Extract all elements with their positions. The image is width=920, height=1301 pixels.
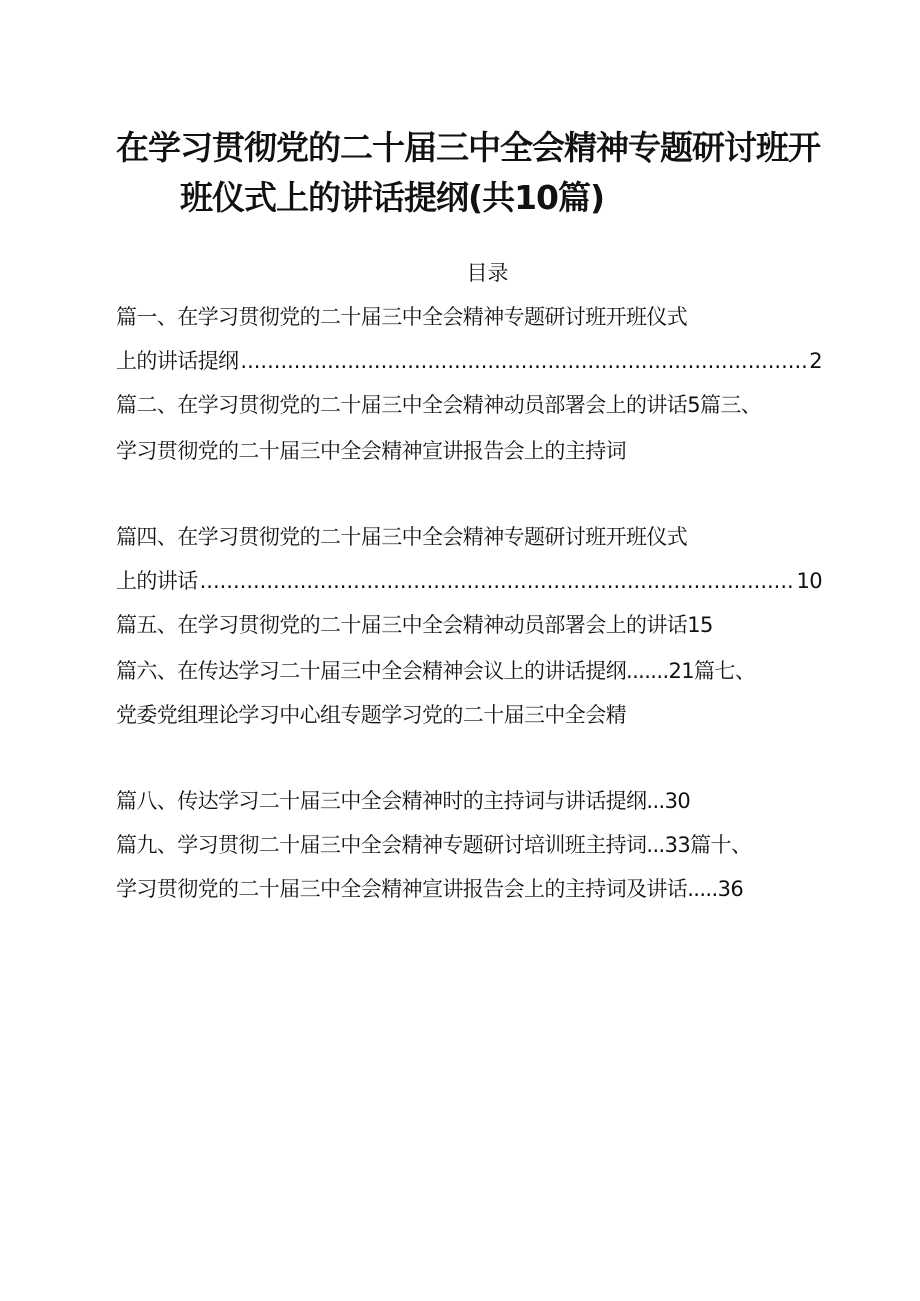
document-title-line-2: 班仪式上的讲话提纲(共10篇) bbox=[180, 178, 605, 217]
toc-entry-text: 上的讲话 bbox=[116, 569, 198, 593]
toc-entry: 篇四、在学习贯彻党的二十届三中全会精神专题研讨班开班仪式 bbox=[116, 525, 688, 549]
toc-page-number: 10 bbox=[796, 569, 822, 593]
toc-entry: 篇一、在学习贯彻党的二十届三中全会精神专题研讨班开班仪式 bbox=[116, 305, 688, 329]
dot-leader bbox=[200, 566, 795, 596]
toc-entry: 篇六、在传达学习二十届三中全会精神会议上的讲话提纲.......21篇七、 bbox=[116, 659, 756, 683]
toc-entry-with-leader bbox=[116, 346, 822, 376]
toc-entry: 篇八、传达学习二十届三中全会精神时的主持词与讲话提纲...30 bbox=[116, 789, 691, 813]
toc-entry: 篇五、在学习贯彻党的二十届三中全会精神动员部署会上的讲话15 bbox=[116, 613, 713, 637]
toc-entry: 学习贯彻党的二十届三中全会精神宣讲报告会上的主持词及讲话.....36 bbox=[116, 877, 744, 901]
toc-entry-with-leader bbox=[116, 566, 822, 596]
toc-entry: 学习贯彻党的二十届三中全会精神宣讲报告会上的主持词 bbox=[116, 439, 626, 463]
toc-entry-text: 上的讲话提纲 bbox=[116, 349, 239, 373]
document-title-line-1: 在学习贯彻党的二十届三中全会精神专题研讨班开 bbox=[116, 128, 820, 167]
toc-heading: 目录 bbox=[466, 261, 509, 285]
toc-entry: 篇九、学习贯彻二十届三中全会精神专题研讨培训班主持词...33篇十、 bbox=[116, 833, 752, 857]
toc-entry: 党委党组理论学习中心组专题学习党的二十届三中全会精 bbox=[116, 703, 626, 727]
toc-page-number: 2 bbox=[809, 349, 822, 373]
toc-entry: 篇二、在学习贯彻党的二十届三中全会精神动员部署会上的讲话5篇三、 bbox=[116, 393, 762, 417]
dot-leader bbox=[240, 346, 807, 376]
